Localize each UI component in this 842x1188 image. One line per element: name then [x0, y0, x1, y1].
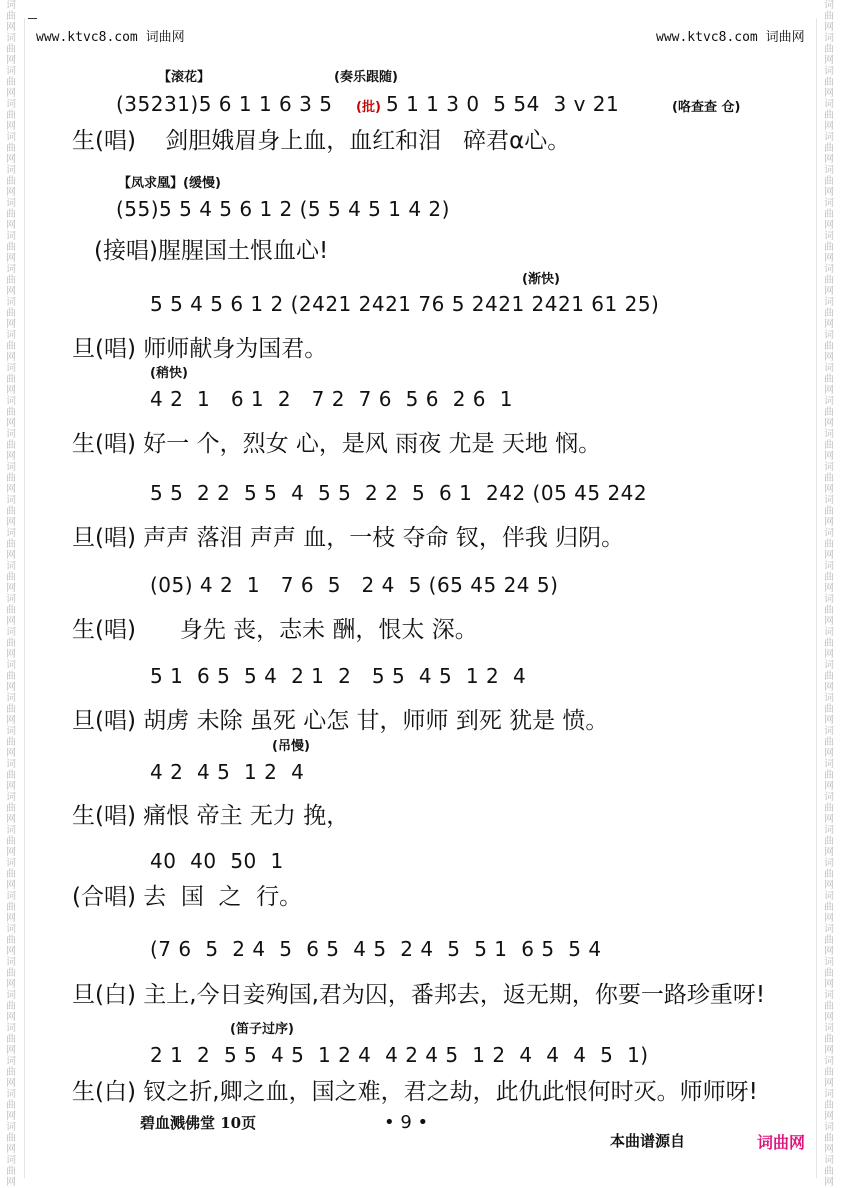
notation-line: (05) 4 2 1 7 6 5 2 4 5 (65 45 24 5)	[150, 573, 559, 597]
lyric-line: 生(唱) 身先 丧，志未 酬，恨太 深。	[72, 617, 478, 643]
lyric-line: 旦(唱) 声声 落泪 声声 血，一枝 夺命 钗，伴我 归阴。	[72, 525, 625, 551]
watermark-right: 词曲网词曲网词曲网词曲网词曲网词曲网词曲网词曲网词曲网词曲网词曲网词曲网词曲网词曲网词曲网词曲网词曲网词曲网词曲网词曲网词曲网词曲网词曲网词曲网词曲网词曲网词曲网词曲网词曲网词曲网词曲网词曲网词曲网词曲网词曲网词曲网	[824, 0, 834, 1188]
notation-line: 5 5 4 5 6 1 2 (2421 2421 76 5 2421 2421 61 25)	[150, 292, 660, 316]
lyric-line: 旦(唱) 师师献身为国君。	[72, 336, 328, 362]
lyric-line: 旦(唱) 胡虏 未除 虽死 心怎 甘，师师 到死 犹是 愤。	[72, 708, 609, 734]
lyric-line: 旦(白) 主上,今日妾殉国,君为囚，番邦去，返无期，你要一路珍重呀!	[72, 982, 766, 1008]
tempo-marking: 【滚花】	[158, 70, 211, 85]
lyric-line: 生(白) 钗之折,卿之血，国之难，君之劫，此仇此恨何时灭。师师呀!	[72, 1079, 758, 1105]
header-site-right[interactable]: www.ktvc8.com 词曲网	[656, 30, 805, 45]
brand-logo[interactable]: 词曲网	[757, 1133, 806, 1152]
tempo-marking: (吊慢)	[272, 739, 310, 754]
corner-mark	[28, 18, 37, 19]
lyric-line: (合唱) 去 国 之 行。	[72, 884, 303, 910]
notation-line: 5 1 6 5 5 4 2 1 2 5 5 4 5 1 2 4	[150, 664, 527, 688]
notation-line: 4 2 4 5 1 2 4	[150, 760, 305, 784]
lyric-line: 生(唱) 剑胆娥眉身上血，血红和泪 碎君α心。	[72, 128, 571, 154]
lyric-line: 生(唱) 好一 个，烈女 心，是风 雨夜 尤是 天地 悯。	[72, 431, 602, 457]
pi-stamp: (批)	[356, 100, 381, 115]
notation-line: 40 40 50 1	[150, 849, 284, 873]
tempo-marking: (笛子过序)	[230, 1022, 294, 1037]
tempo-marking: (咯查查 仓)	[672, 100, 741, 115]
lyric-line: 生(唱) 痛恨 帝主 无力 挽，	[72, 803, 350, 829]
page-number: • 9 •	[384, 1112, 429, 1133]
notation-line: (55)5 5 4 5 6 1 2 (5 5 4 5 1 4 2)	[116, 197, 450, 221]
footer-title: 碧血溅佛堂 10页	[140, 1114, 257, 1132]
tempo-marking: 【凤求凰】(缓慢)	[118, 176, 221, 191]
tempo-marking: (奏乐跟随)	[334, 70, 398, 85]
notation-line: 5 1 1 3 0 5 54 3 v 21	[386, 92, 620, 116]
notation-line: 5 5 2 2 5 5 4 5 5 2 2 5 6 1 242 (05 45 242	[150, 481, 648, 505]
notation-line: (35231)5 6 1 1 6 3 5	[116, 92, 333, 116]
tempo-marking: (渐快)	[522, 272, 560, 287]
header-site-left[interactable]: www.ktvc8.com 词曲网	[36, 30, 185, 45]
notation-line: 2 1 2 5 5 4 5 1 2 4 4 2 4 5 1 2 4 4 4 5 1)	[150, 1043, 649, 1067]
watermark-left: 词曲网词曲网词曲网词曲网词曲网词曲网词曲网词曲网词曲网词曲网词曲网词曲网词曲网词曲网词曲网词曲网词曲网词曲网词曲网词曲网词曲网词曲网词曲网词曲网词曲网词曲网词曲网词曲网词曲网词曲网词曲网词曲网词曲网词曲网词曲网词曲网	[6, 0, 16, 1188]
page-border-left	[24, 18, 25, 1178]
footer-source: 本曲谱源自	[610, 1132, 686, 1150]
lyric-line: (接唱)腥腥国土恨血心!	[94, 238, 329, 264]
notation-line: (7 6 5 2 4 5 6 5 4 5 2 4 5 5 1 6 5 5 4	[150, 937, 602, 961]
page-border-right	[816, 18, 817, 1178]
notation-line: 4 2 1 6 1 2 7 2 7 6 5 6 2 6 1	[150, 387, 513, 411]
tempo-marking: (稍快)	[150, 366, 188, 381]
